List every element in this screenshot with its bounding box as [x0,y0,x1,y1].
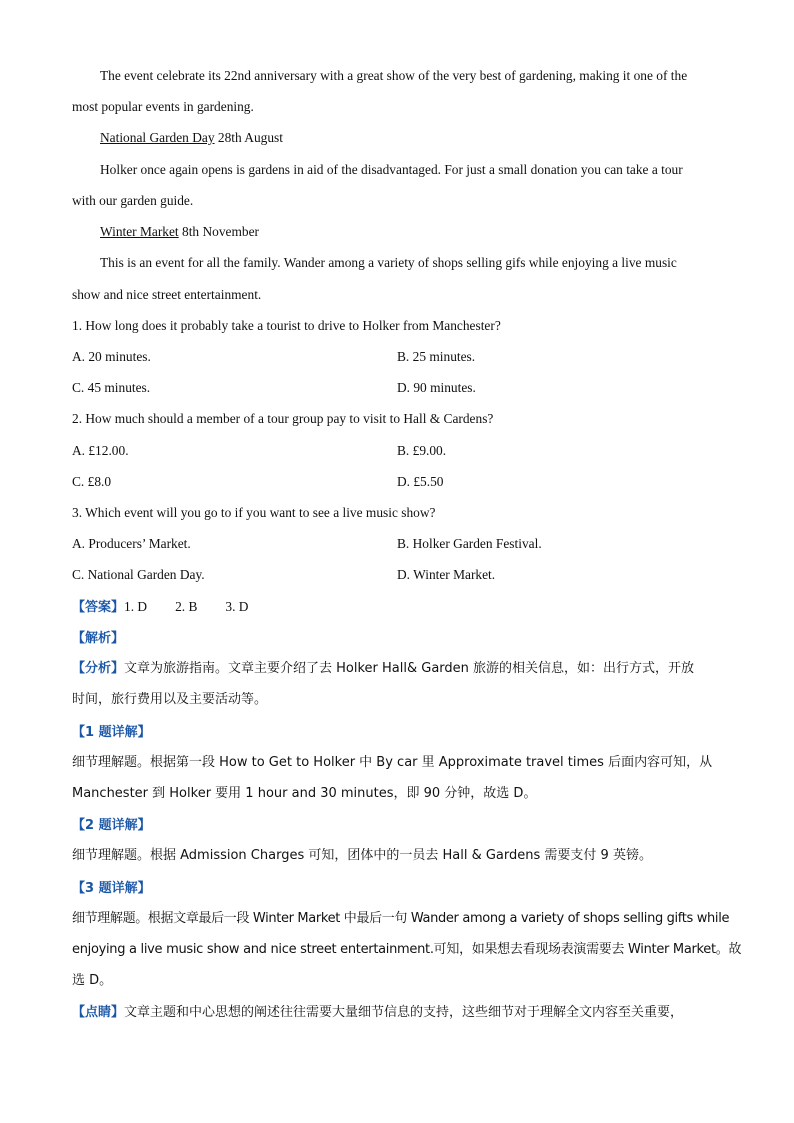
answer-label: 【答案】 [72,600,125,615]
question-2-option-b: B. £9.00. [397,443,447,458]
fenxi-label: 【分析】 [72,661,125,676]
question-1-stem: 1. How long does it probably take a tourist to drive to Holker from Manchester? [72,318,501,333]
q3-detail-line-1: 细节理解题。根据文章最后一段 Winter Market 中最后一句 Wander among a variety of shops selling gifts while [72,911,730,926]
question-2-option-a: A. £12.00. [72,443,129,458]
analysis-label: 【解析】 [72,631,125,646]
question-1-option-b: B. 25 minutes. [397,349,476,364]
question-2-stem: 2. How much should a member of a tour group pay to visit to Hall & Cardens? [72,411,494,426]
q3-detail-heading [72,878,724,899]
q1-detail-line-1: 细节理解题。根据第一段 How to Get to Holker 中 By car 里 Approximate travel times 后面内容可知，从 [72,755,713,770]
winter-market-heading [100,222,724,242]
winter-market-title: Winter Market [100,224,179,239]
q1-detail-line-2: Manchester 到 Holker 要用 1 hour and 30 minutes，即 90 分钟，故选 D。 [72,786,537,801]
question-2-option-d: D. £5.50 [397,474,444,489]
q2-detail-line-1: 细节理解题。根据 Admission Charges 可知，团体中的一员去 Hall & Gardens 需要支付 9 英镑。 [72,848,652,863]
festival-paragraph-line-2: most popular events in gardening. [72,99,254,114]
q1-detail-label: 【1 题详解】 [72,725,151,740]
national-paragraph-line-2: with our garden guide. [72,193,194,208]
analysis-heading [72,628,724,649]
question-3-stem: 3. Which event will you go to if you want to see a live music show? [72,505,436,520]
answer-line [72,597,724,618]
national-garden-day-heading [100,128,724,148]
question-1-option-c: C. 45 minutes. [72,380,151,395]
winter-paragraph-line-2: show and nice street entertainment. [72,287,262,302]
answer-1: 1. D [124,599,148,614]
q3-detail-label: 【3 题详解】 [72,881,151,896]
fenxi-line-2: 时间，旅行费用以及主要活动等。 [72,692,268,707]
question-1-option-a: A. 20 minutes. [72,349,151,364]
dianjing-label: 【点睛】 [72,1005,125,1020]
national-garden-day-title: National Garden Day [100,130,215,145]
national-garden-day-date: 28th August [214,130,283,145]
dianjing-line-1 [72,1003,724,1023]
fenxi-line-1 [72,659,724,679]
q2-detail-heading [72,815,724,836]
answer-2: 2. B [175,599,198,614]
q3-detail-line-2: enjoying a live music show and nice street entertainment.可知，如果想去看现场表演需要去 Winter Market。故 [72,942,742,957]
fenxi-text-1: 文章为旅游指南。文章主要介绍了去 Holker Hall& Garden 旅游的相关信息，如：出行方式，开放 [124,661,695,676]
question-1-option-d: D. 90 minutes. [397,380,476,395]
question-3-option-c: C. National Garden Day. [72,567,205,582]
answer-3: 3. D [225,599,249,614]
dianjing-text-1: 文章主题和中心思想的阐述往往需要大量细节信息的支持，这些细节对于理解全文内容至关重要， [124,1005,684,1020]
q3-detail-line-3: 选 D。 [72,973,113,988]
question-3-option-d: D. Winter Market. [397,567,496,582]
festival-paragraph-line-1: The event celebrate its 22nd anniversary with a great show of the very best of gardening, making it one of the [100,68,688,83]
national-paragraph-line-1: Holker once again opens is gardens in aid of the disadvantaged. For just a small donation you can take a tour [100,162,683,177]
winter-market-date: 8th November [178,224,259,239]
q1-detail-heading [72,722,724,743]
winter-paragraph-line-1: This is an event for all the family. Wander among a variety of shops selling gifs while enjoying a live music [100,255,677,270]
question-2-option-c: C. £8.0 [72,474,112,489]
question-3-option-a: A. Producers’ Market. [72,536,191,551]
question-3-option-b: B. Holker Garden Festival. [397,536,542,551]
q2-detail-label: 【2 题详解】 [72,818,151,833]
